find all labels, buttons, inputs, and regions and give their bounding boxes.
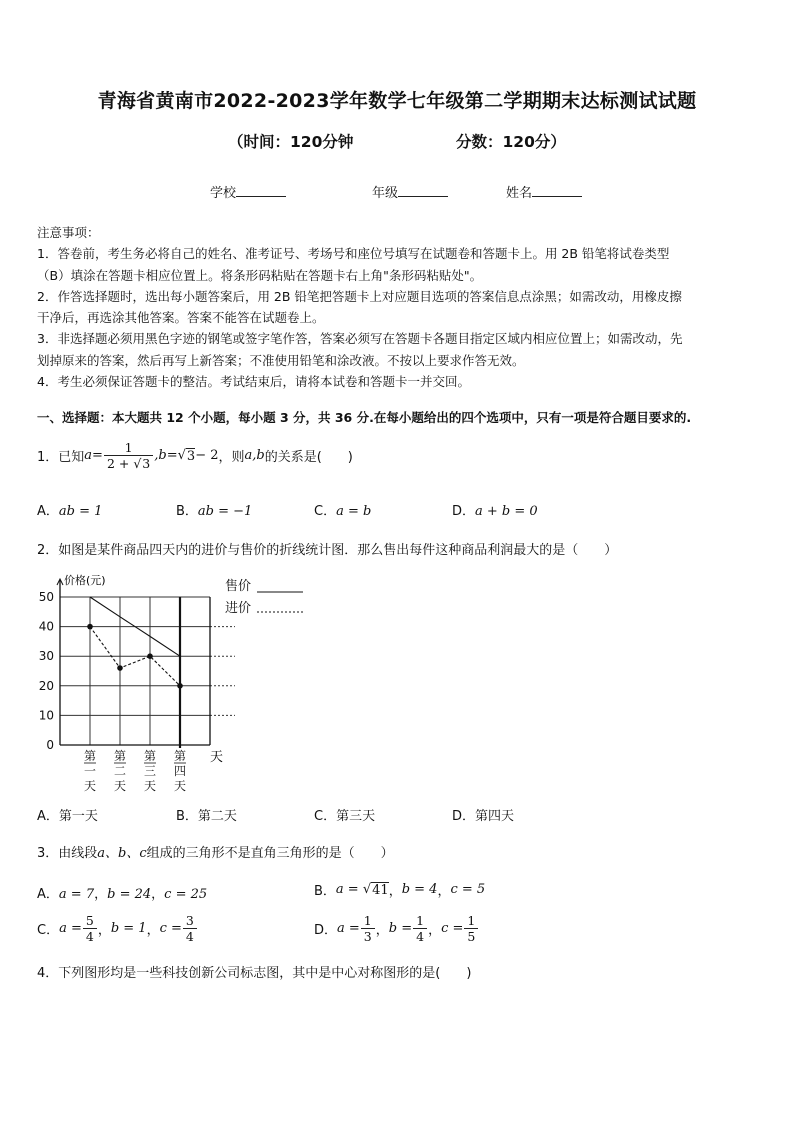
x-tick-label: 一 bbox=[83, 764, 97, 778]
notes-line: （B）填涂在答题卡相应位置上。将条形码粘贴在答题卡右上角"条形码粘贴处"。 bbox=[37, 267, 483, 283]
q3c-a-frac bbox=[83, 913, 97, 944]
q3-text-a: 3．由线段 bbox=[37, 846, 98, 861]
question-1 bbox=[37, 440, 353, 471]
frac-den: 4 bbox=[83, 928, 97, 944]
legend-label: 售价 bbox=[225, 579, 252, 594]
option-label: D． bbox=[452, 809, 476, 824]
q1-eq2: = bbox=[166, 448, 178, 463]
q3a-c: c = 25 bbox=[164, 887, 208, 902]
x-tick-label: 三 bbox=[143, 764, 157, 778]
frac-den: 5 bbox=[464, 928, 478, 944]
x-tick-label: 第 bbox=[83, 749, 97, 763]
option-label: B． bbox=[176, 809, 198, 824]
chart-legend bbox=[225, 578, 303, 616]
notes-line: 2．作答选择题时，选出每小题答案后，用 2B 铅笔把答题卡上对应题目选项的答案信息点涂黑；如需改动，用橡皮擦 bbox=[37, 288, 682, 304]
q2-option-c[interactable] bbox=[314, 805, 375, 824]
sqrt-icon: √ bbox=[133, 456, 142, 471]
option-text: 第二天 bbox=[197, 809, 237, 824]
sqrt-icon: √ bbox=[177, 448, 186, 463]
y-tick-label: 50 bbox=[38, 590, 54, 604]
q3-option-a[interactable]: A．a = 7，b = 24，c = 25 bbox=[37, 887, 208, 902]
q3-text-b: 组成的三角形不是直角三角形的是（ ） bbox=[146, 846, 394, 861]
option-label: D． bbox=[452, 504, 476, 519]
question-2-text: 2．如图是某件商品四天内的进价与售价的折线统计图．那么售出每件这种商品利润最大的是（ ） bbox=[37, 543, 618, 558]
page-title: 青海省黄南市2022-2023学年数学七年级第二学期期末达标测试试题 bbox=[97, 90, 697, 112]
q3-option-b[interactable]: B． a = √ 41 ， b = 4 ， c = 5 bbox=[314, 882, 486, 899]
data-point bbox=[117, 665, 123, 671]
section-heading: 一、选择题：本大题共 12 个小题，每小题 3 分，共 36 分.在每小题给出的四个选项中，只有一项是符合题目要求的. bbox=[37, 410, 692, 425]
x-tick-label: 四 bbox=[173, 764, 187, 778]
q1-option-d[interactable] bbox=[452, 500, 538, 519]
q1-den-root: 3 bbox=[142, 456, 151, 471]
option-expr: ab = −1 bbox=[197, 504, 253, 519]
q3-option-c[interactable]: C． a = $\frac{5}{4}$ ， b = 1 ， c = $\frac{3}{4}$ bbox=[37, 913, 198, 944]
chart-y-ticks bbox=[39, 590, 54, 752]
frac-den: 4 bbox=[413, 928, 427, 944]
option-label: C． bbox=[314, 504, 337, 519]
chart-x-label: 天 bbox=[210, 750, 224, 765]
question-3 bbox=[37, 842, 394, 861]
q3d-b-frac bbox=[413, 913, 427, 944]
q2-option-b[interactable] bbox=[176, 805, 237, 824]
y-tick-label: 0 bbox=[46, 738, 54, 752]
q1-eq: = bbox=[92, 448, 103, 463]
name-label: 姓名 bbox=[506, 186, 533, 201]
option-label: C． bbox=[37, 923, 60, 938]
data-point bbox=[87, 624, 93, 630]
q3-option-d[interactable]: D． a = $\frac{1}{3}$ ， b = $\frac{1}{4}$ ， c = $\frac{1}{5}$ bbox=[314, 913, 479, 944]
option-label: C． bbox=[314, 809, 337, 824]
option-text: 第三天 bbox=[336, 809, 376, 824]
option-expr: ab = 1 bbox=[58, 504, 103, 519]
x-tick-label: 第 bbox=[113, 749, 127, 763]
notes-block bbox=[37, 222, 759, 392]
x-tick-label: 天 bbox=[173, 779, 187, 793]
q1-option-a[interactable] bbox=[37, 500, 102, 519]
q1-fraction-num: 1 bbox=[124, 440, 133, 455]
option-label: A． bbox=[37, 887, 59, 902]
price-line-chart bbox=[30, 568, 330, 798]
frac-num: 3 bbox=[185, 913, 194, 928]
chart-grid bbox=[60, 597, 235, 745]
x-tick-label: 第 bbox=[143, 749, 157, 763]
option-text: 第一天 bbox=[58, 809, 98, 824]
q1-fraction bbox=[104, 440, 153, 471]
frac-num: 1 bbox=[467, 913, 476, 928]
frac-den: 4 bbox=[183, 928, 197, 944]
name-field[interactable] bbox=[506, 182, 582, 201]
q3c-b: b = 1 bbox=[110, 921, 147, 936]
frac-den: 3 bbox=[361, 928, 375, 944]
q3-vars: a、b、c bbox=[97, 846, 147, 861]
option-text: 第四天 bbox=[475, 809, 515, 824]
data-point bbox=[177, 683, 183, 689]
x-tick-label: 第 bbox=[173, 749, 187, 763]
notes-heading: 注意事项： bbox=[37, 225, 100, 240]
q1-tail1: ，则 bbox=[218, 450, 245, 465]
chart-y-label: 价格(元) bbox=[64, 574, 106, 587]
option-expr: a = b bbox=[336, 504, 372, 519]
grade-label: 年级 bbox=[372, 186, 399, 201]
q1-ab: a,b bbox=[244, 448, 265, 463]
option-label: B． bbox=[314, 884, 336, 899]
q3b-c: c = 5 bbox=[450, 882, 486, 897]
exam-time: （时间：120分钟 bbox=[228, 133, 354, 151]
notes-line: 3．非选择题必须用黑色字迹的钢笔或签字笔作答，答案必须写在答题卡各题目指定区域内相应位置上；如需改动，先 bbox=[37, 331, 683, 347]
frac-num: 5 bbox=[85, 913, 94, 928]
data-point bbox=[147, 653, 153, 659]
x-tick-label: 天 bbox=[83, 779, 97, 793]
notes-line: 1．答卷前，考生务必将自己的姓名、准考证号、考场号和座位号填写在试题卷和答题卡上。用 2B 铅笔将试卷类型 bbox=[37, 246, 670, 262]
q1-prefix: 1．已知 bbox=[37, 450, 85, 465]
q3d-c-frac bbox=[464, 913, 478, 944]
y-tick-label: 10 bbox=[38, 708, 54, 723]
chart-series bbox=[87, 597, 183, 689]
notes-line: 干净后，再选涂其他答案。答案不能答在试题卷上。 bbox=[37, 310, 325, 326]
frac-num: 1 bbox=[363, 913, 372, 928]
option-label: A． bbox=[37, 809, 59, 824]
q3b-a-root: 41 bbox=[372, 882, 389, 898]
exam-score: 分数：120分） bbox=[456, 133, 566, 151]
option-expr: a + b = 0 bbox=[475, 504, 538, 519]
grade-field[interactable] bbox=[372, 182, 448, 201]
q1-fraction-den bbox=[104, 455, 153, 471]
frac-num: 1 bbox=[416, 913, 425, 928]
grade-blank[interactable] bbox=[398, 184, 448, 197]
q3a-b: b = 24 bbox=[107, 887, 152, 902]
q3d-a-frac bbox=[361, 913, 375, 944]
school-field[interactable] bbox=[210, 182, 286, 201]
q3b-a-pre: a = bbox=[335, 882, 363, 897]
y-tick-label: 30 bbox=[38, 649, 54, 664]
q1-den-a: 2 + bbox=[106, 456, 134, 471]
option-label: D． bbox=[314, 923, 338, 938]
sqrt-icon: √ bbox=[362, 882, 372, 897]
school-blank[interactable] bbox=[236, 184, 286, 197]
q3a-a: a = 7 bbox=[58, 887, 95, 902]
x-tick-label: 二 bbox=[113, 764, 127, 778]
y-tick-label: 40 bbox=[38, 619, 54, 634]
question-4-text: 4．下列图形均是一些科技创新公司标志图，其中是中心对称图形的是( ) bbox=[37, 966, 472, 981]
q3c-c-frac bbox=[183, 913, 197, 944]
name-blank[interactable] bbox=[532, 184, 582, 197]
q1-option-b[interactable] bbox=[176, 500, 252, 519]
q1-option-c[interactable] bbox=[314, 500, 371, 519]
option-label: A． bbox=[37, 504, 59, 519]
chart-x-ticks bbox=[84, 749, 186, 793]
q1-comma: , bbox=[154, 448, 159, 463]
q2-option-d[interactable] bbox=[452, 805, 514, 824]
x-tick-label: 天 bbox=[143, 779, 157, 793]
legend-label: 进价 bbox=[225, 601, 252, 616]
option-label: B． bbox=[176, 504, 198, 519]
q1-tail2: 的关系是( ) bbox=[264, 450, 353, 465]
q1-var-b: b bbox=[158, 448, 167, 463]
q1-var-a: a bbox=[84, 448, 93, 463]
school-label: 学校 bbox=[210, 186, 237, 201]
q2-option-a[interactable] bbox=[37, 805, 98, 824]
notes-line: 划掉原来的答案，然后再写上新答案；不准使用铅笔和涂改液。不按以上要求作答无效。 bbox=[37, 352, 525, 368]
notes-line: 4．考生必须保证答题卡的整洁。考试结束后，请将本试卷和答题卡一并交回。 bbox=[37, 374, 470, 390]
x-tick-label: 天 bbox=[113, 779, 127, 793]
chart-axes bbox=[57, 579, 210, 748]
q3b-b: b = 4 bbox=[401, 882, 438, 897]
y-tick-label: 20 bbox=[38, 678, 54, 693]
q1-root: 3 bbox=[186, 448, 196, 464]
q1-minus2: − 2 bbox=[195, 448, 219, 463]
